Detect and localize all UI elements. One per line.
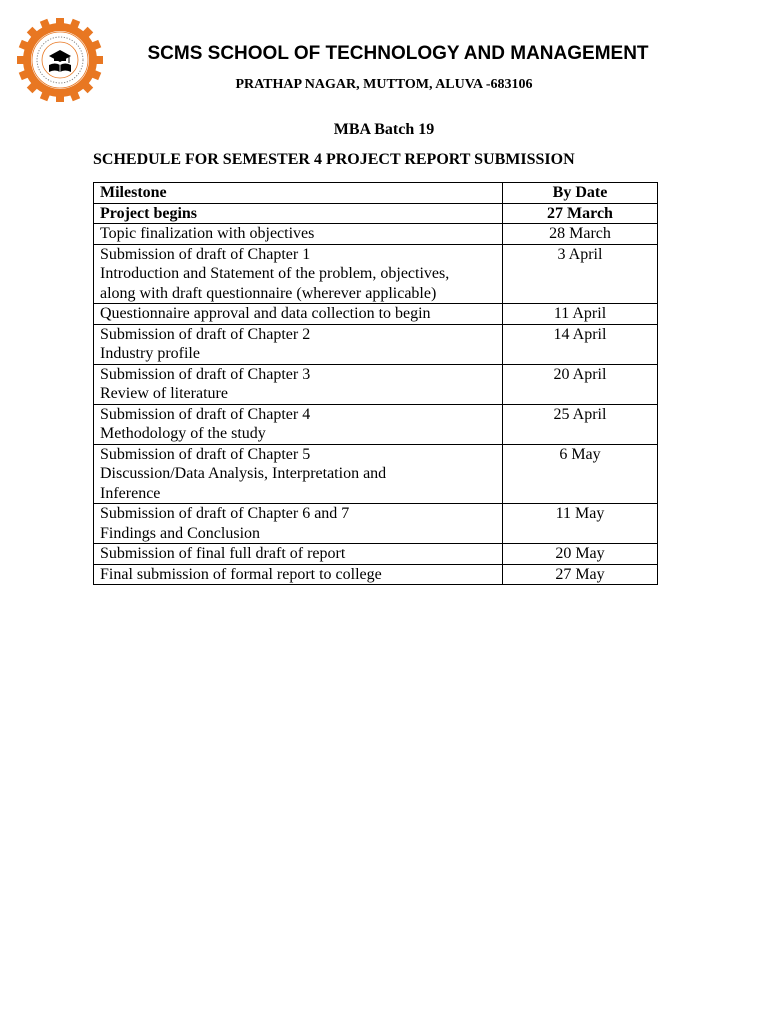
date-cell: 27 March [503,203,658,224]
header-by-date: By Date [503,183,658,204]
date-cell: 28 March [503,224,658,245]
milestone-line: Final submission of formal report to college [100,565,382,583]
table-row [94,244,658,304]
milestone-cell [94,404,503,444]
date-cell: 14 April [503,324,658,364]
milestone-line: Topic finalization with objectives [100,225,315,242]
milestone-line: Submission of draft of Chapter 5 [100,445,311,463]
table-row [94,364,658,404]
date-cell: 20 April [503,364,658,404]
table-row [94,203,658,224]
table-row [94,224,658,245]
date-cell: 11 May [503,504,658,544]
table-row [94,544,658,565]
milestone-line: Submission of final full draft of report [100,545,346,562]
milestone-line: Submission of draft of Chapter 3 [100,365,311,383]
table-row [94,504,658,544]
milestone-cell [94,304,503,325]
school-address: PRATHAP NAGAR, MUTTOM, ALUVA -683106 [235,77,533,92]
milestone-line: Submission of draft of Chapter 2 [100,325,311,343]
date-cell: 3 April [503,244,658,304]
milestone-line: Project begins [100,204,198,222]
date-cell: 25 April [503,404,658,444]
milestone-line: Submission of draft of Chapter 4 [100,405,311,423]
milestone-cell [94,364,503,404]
header-milestone: Milestone [94,183,503,204]
milestone-line: Submission of draft of Chapter 1 [100,245,311,263]
schedule-table [93,182,658,585]
milestone-line: Submission of draft of Chapter 6 and 7 [100,505,350,522]
milestone-cell [94,504,503,544]
table-row [94,444,658,504]
table-header-row [94,183,658,204]
milestone-cell [94,324,503,364]
milestone-cell [94,244,503,304]
milestone-cell [94,544,503,565]
school-name: SCMS SCHOOL OF TECHNOLOGY AND MANAGEMENT [147,43,649,64]
schedule-title: SCHEDULE FOR SEMESTER 4 PROJECT REPORT SUBMISSION [93,151,575,168]
batch-title: MBA Batch 19 [333,121,435,138]
milestone-line: Findings and Conclusion [100,524,261,542]
date-cell: 27 May [503,564,658,585]
table-row [94,564,658,585]
table-row [94,304,658,325]
table-row [94,404,658,444]
milestone-line: Questionnaire approval and data collection to begin [100,305,431,322]
milestone-line: Introduction and Statement of the problem, objectives, [100,265,450,282]
milestone-line: Methodology of the study [100,425,266,442]
date-cell: 11 April [503,304,658,325]
milestone-line: along with draft questionnaire (wherever applicable) [100,284,437,302]
milestone-line: Review of literature [100,385,228,402]
table-row [94,324,658,364]
milestone-cell [94,224,503,245]
milestone-cell [94,203,503,224]
milestone-cell [94,564,503,585]
date-cell: 6 May [503,444,658,504]
milestone-line: Inference [100,484,161,502]
date-cell: 20 May [503,544,658,565]
milestone-cell [94,444,503,504]
milestone-line: Industry profile [100,345,200,362]
milestone-line: Discussion/Data Analysis, Interpretation and [100,465,387,482]
